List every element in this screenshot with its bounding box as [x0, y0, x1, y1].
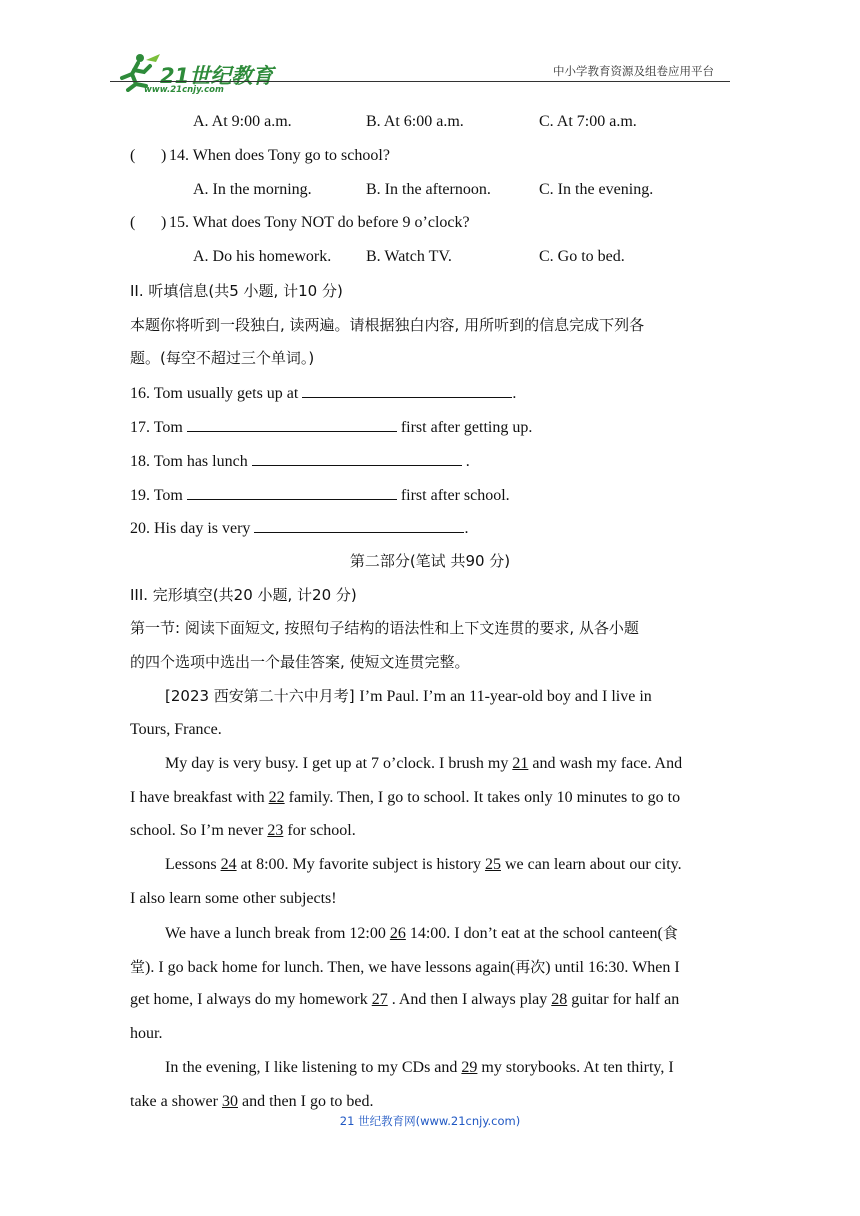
- logo-text: 21世纪教育: [160, 64, 274, 88]
- q15-answer-paren-close: ): [161, 214, 167, 231]
- passage-text: my storybooks. At ten thirty, I: [477, 1059, 674, 1076]
- q14-answer-paren-close: ): [161, 147, 167, 164]
- passage-text: I also learn some other subjects!: [130, 890, 337, 907]
- passage-line-11: [130, 1024, 162, 1044]
- passage-text: we can learn about our city.: [500, 856, 682, 873]
- passage-line-3: [165, 754, 682, 774]
- item-20-text: 20. His day is very: [130, 520, 255, 537]
- logo: [110, 50, 280, 98]
- passage-line-4: [130, 788, 680, 808]
- item-16-end: .: [512, 385, 517, 402]
- q15-question: 15. What does Tony NOT do before 9 o’clock?: [169, 214, 470, 231]
- item-20-end: .: [464, 520, 469, 537]
- logo-url: www.21cnjy.com: [144, 85, 224, 95]
- blank-30: 30: [221, 1093, 238, 1110]
- item-19: [130, 484, 510, 506]
- passage-text: take a shower: [130, 1093, 222, 1110]
- item-16-text: 16. Tom usually gets up at: [130, 385, 303, 402]
- item-19-end: first after school.: [396, 487, 510, 504]
- item-20: [130, 517, 468, 539]
- passage-line-12: [165, 1058, 674, 1078]
- blank-22: 22: [268, 789, 285, 806]
- passage-line-8: [165, 923, 678, 944]
- passage-text: ) until 16:30. When I: [545, 959, 680, 976]
- passage-line-6: [165, 855, 682, 875]
- section-2-instructions-1: 本题你将听到一段独白, 读两遍。请根据独白内容, 用所听到的信息完成下列各: [130, 316, 645, 334]
- passage-text: and then I go to bed.: [237, 1093, 374, 1110]
- item-17-end: first after getting up.: [396, 419, 533, 436]
- item-19-text: 19. Tom: [130, 487, 187, 504]
- passage-gloss: 堂: [130, 958, 146, 976]
- item-16: [130, 382, 516, 404]
- blank-28: 28: [551, 991, 568, 1008]
- passage-text: and wash my face. And: [528, 755, 683, 772]
- passage-text: get home, I always do my homework: [130, 991, 372, 1008]
- passage-gloss: 食: [662, 924, 678, 942]
- passage-text: at 8:00. My favorite subject is history: [236, 856, 485, 873]
- q13-option-a: A. At 9:00 a.m.: [193, 113, 292, 130]
- q15-option-b: B. Watch TV.: [366, 248, 452, 265]
- item-20-blank[interactable]: [254, 517, 464, 533]
- passage-gloss: 再次: [515, 958, 546, 976]
- section-3-instructions-1: 第一节: 阅读下面短文, 按照句子结构的语法性和上下文连贯的要求, 从各小题: [130, 619, 639, 637]
- passage-text: . And then I always play: [387, 991, 552, 1008]
- passage-line-2: [130, 720, 222, 740]
- passage-line-1: [165, 686, 652, 707]
- item-17-text: 17. Tom: [130, 419, 187, 436]
- page-footer[interactable]: 21 世纪教育网(www.21cnjy.com): [339, 1114, 521, 1128]
- passage-text: We have a lunch break from 12:00: [165, 925, 390, 942]
- passage-text: Lessons: [165, 856, 221, 873]
- section-2-title: II. 听填信息(共5 小题, 计10 分): [130, 282, 343, 300]
- passage-line-7: [130, 889, 337, 909]
- q14-answer-paren-open: (: [130, 147, 136, 164]
- passage-line-10: [130, 990, 679, 1010]
- passage-line-9: [130, 957, 680, 978]
- item-18-blank[interactable]: [252, 450, 462, 466]
- q14-option-c: C. In the evening.: [539, 181, 654, 198]
- q14-question: 14. When does Tony go to school?: [169, 147, 390, 164]
- q13-option-b: B. At 6:00 a.m.: [366, 113, 464, 130]
- passage-text: for school.: [283, 822, 356, 839]
- blank-24: 24: [220, 856, 237, 873]
- item-18-text: 18. Tom has lunch: [130, 453, 252, 470]
- passage-text: I have breakfast with: [130, 789, 269, 806]
- header-tagline: 中小学教育资源及组卷应用平台: [553, 64, 714, 78]
- passage-text: ). I go back home for lunch. Then, we have lessons again(: [145, 959, 516, 976]
- passage-text: school. So I’m never: [130, 822, 268, 839]
- header-divider: [110, 81, 730, 82]
- passage-text: I’m Paul. I’m an 11-year-old boy and I live in: [359, 688, 652, 705]
- blank-25: 25: [484, 856, 501, 873]
- passage-text: Tours, France.: [130, 721, 222, 738]
- item-18-end: .: [461, 453, 470, 470]
- passage-text: 14:00. I don’t eat at the school canteen(: [405, 925, 663, 942]
- passage-text: guitar for half an: [567, 991, 680, 1008]
- section-2-instructions-2: 题。(每空不超过三个单词。): [130, 349, 315, 367]
- passage-text: My day is very busy. I get up at 7 o’clock. I brush my: [165, 755, 513, 772]
- blank-29: 29: [461, 1059, 478, 1076]
- part-2-title: 第二部分(笔试 共90 分): [349, 552, 511, 570]
- blank-26: 26: [389, 925, 406, 942]
- q15-option-a: A. Do his homework.: [193, 248, 332, 265]
- q15-answer-paren-open: (: [130, 214, 136, 231]
- section-3-title: III. 完形填空(共20 小题, 计20 分): [130, 586, 357, 604]
- q14-option-a: A. In the morning.: [193, 181, 312, 198]
- passage-line-5: [130, 821, 356, 841]
- item-16-blank[interactable]: [302, 382, 512, 398]
- blank-23: 23: [267, 822, 284, 839]
- passage-source: [2023 西安第二十六中月考]: [165, 687, 360, 705]
- blank-27: 27: [371, 991, 388, 1008]
- page-header: [110, 50, 730, 98]
- blank-21: 21: [512, 755, 529, 772]
- q15-option-c: C. Go to bed.: [539, 248, 625, 265]
- q13-option-c: C. At 7:00 a.m.: [539, 113, 637, 130]
- item-19-blank[interactable]: [187, 484, 397, 500]
- item-17: [130, 416, 532, 438]
- passage-text: In the evening, I like listening to my CDs and: [165, 1059, 462, 1076]
- q14-option-b: B. In the afternoon.: [366, 181, 491, 198]
- item-17-blank[interactable]: [187, 416, 397, 432]
- section-3-instructions-2: 的四个选项中选出一个最佳答案, 使短文连贯完整。: [130, 653, 470, 671]
- passage-text: hour.: [130, 1025, 163, 1042]
- passage-line-13: [130, 1092, 374, 1112]
- item-18: [130, 450, 470, 472]
- passage-text: family. Then, I go to school. It takes only 10 minutes to go to: [284, 789, 681, 806]
